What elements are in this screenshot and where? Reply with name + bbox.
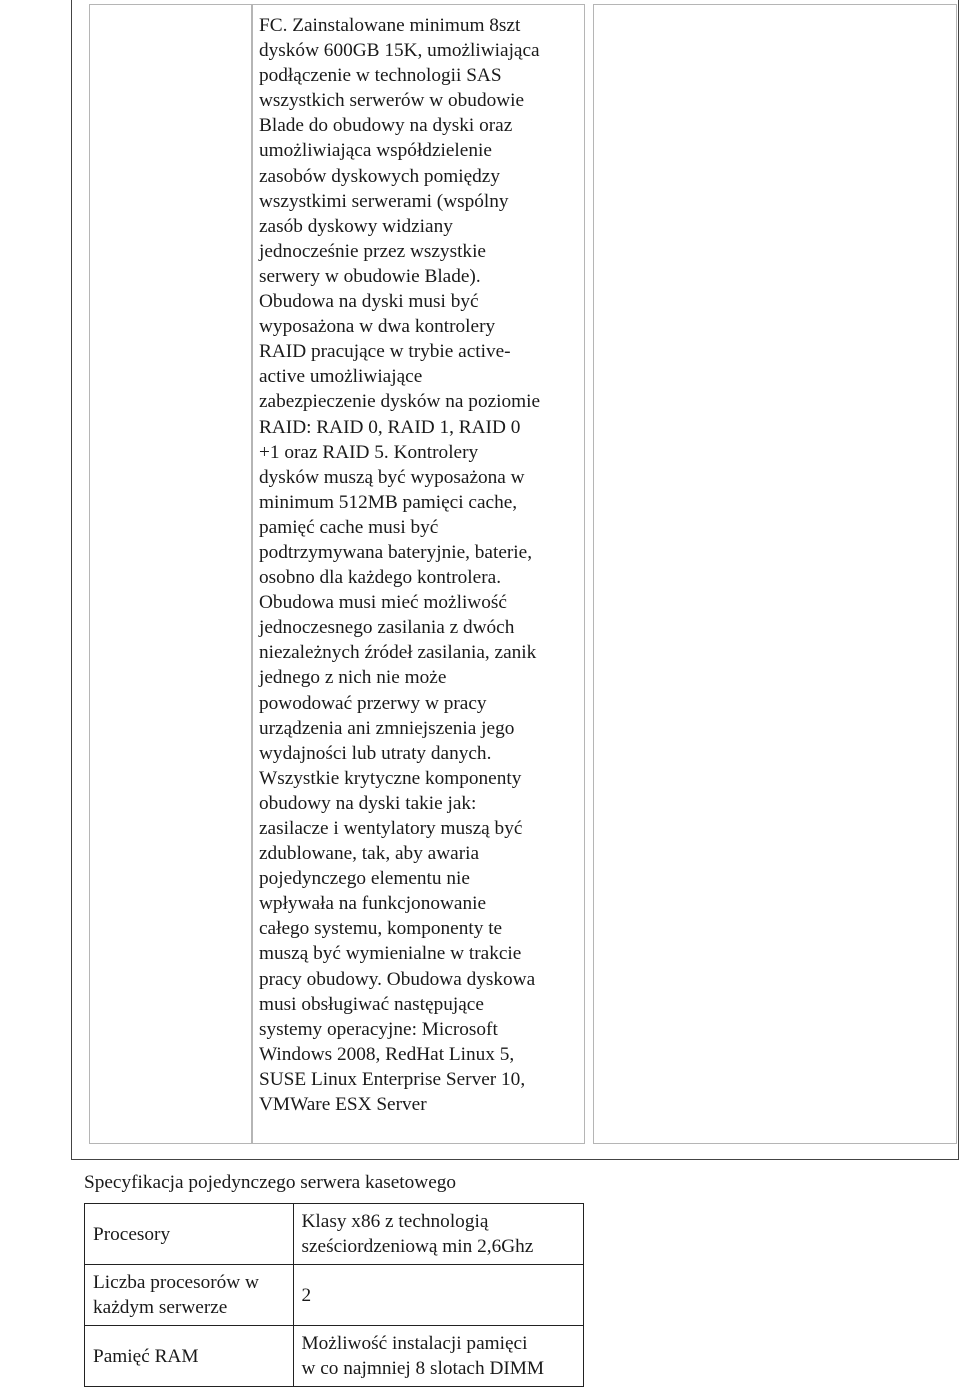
table-row — [85, 1204, 584, 1265]
spec-value: 2 — [293, 1265, 584, 1326]
spec-value: Klasy x86 z technologią sześciordzeniową min 2,6Ghz — [293, 1204, 584, 1265]
empty-index-cell — [89, 4, 252, 1144]
requirement-description-cell — [252, 4, 585, 1144]
section-title: Specyfikacja pojedynczego serwera kasetowego — [84, 1172, 457, 1193]
spec-label: Pamięć RAM — [85, 1326, 294, 1387]
requirement-description-text: FC. Zainstalowane minimum 8szt dysków 600GB 15K, umożliwiająca podłączenie w technologii SAS wszystkich serwerów w obudowie Blade do obudowy na dyski oraz umożliwiająca współdzielenie zasobów dyskowych pomiędzy wszystkimi serwerami (wspólny zasób dyskowy widziany jednocześnie przez wszystkie serwery w obudowie Blade). Obudowa na dyski musi być wyposażona w dwa kontrolery RAID pracujące w trybie active- active umożliwiające zabezpieczenie dysków na poziomie RAID: RAID 0, RAID 1, RAID 0 +1 oraz RAID 5. Kontrolery dysków muszą być wyposażona w minimum 512MB pamięci cache, pamięć cache musi być podtrzymywana bateryjnie, baterie, osobno dla każdego kontrolera. Obudowa musi mieć możliwość jednoczesnego zasilania z dwóch niezależnych źródeł zasilania, zanik jednego z nich nie może powodować przerwy w pracy urządzenia ani zmniejszenia jego wydajności lub utraty danych. Wszystkie krytyczne komponenty obudowy na dyski takie jak: zasilacze i wentylatory muszą być zdublowane, tak, aby awaria pojedynczego elementu nie wpływała na funkcjonowanie całego systemu, komponenty te muszą być wymienialne w trakcie pracy obudowy. Obudowa dyskowa musi obsługiwać następujące systemy operacyjne: Microsoft Windows 2008, RedHat Linux 5, SUSE Linux Enterprise Server 10, VMWare ESX Server — [259, 15, 541, 1116]
table-row — [85, 1326, 584, 1387]
empty-offer-cell — [593, 4, 957, 1144]
spec-label: Procesory — [85, 1204, 294, 1265]
requirements-table-continued — [71, 0, 959, 1160]
spec-label: Liczba procesorów w każdym serwerze — [85, 1265, 294, 1326]
spec-value: Możliwość instalacji pamięci w co najmniej 8 slotach DIMM — [293, 1326, 584, 1387]
server-spec-table — [84, 1203, 584, 1387]
table-row — [85, 1265, 584, 1326]
